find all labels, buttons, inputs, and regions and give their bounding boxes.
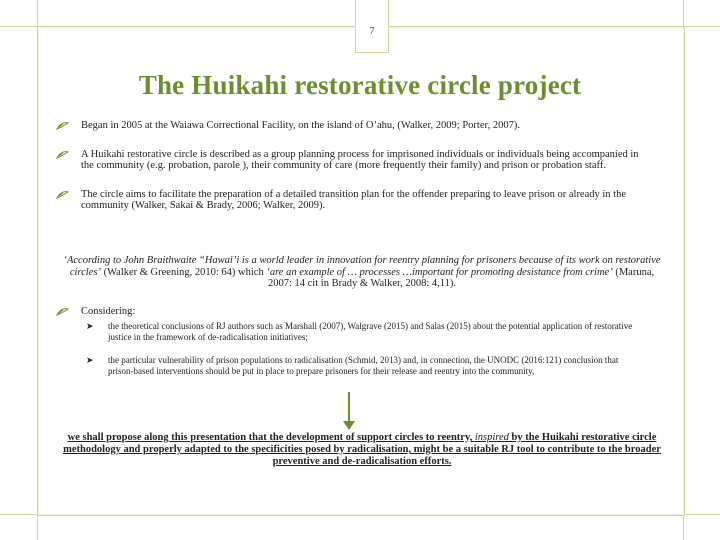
quote-part: ‘According to John Braithwaite “Hawai’i is a world leader in innovation for reentry planning for prisoners because of its work on restorative circles’: [63, 255, 661, 278]
quote-citation: (Walker & Greening, 2010: 64) which: [100, 266, 267, 278]
arrowhead-bullet-icon: ➤: [86, 321, 94, 331]
leaf-bullet-icon: [56, 150, 69, 160]
considering-sub-list: [86, 321, 646, 389]
bullet-item: [56, 120, 646, 132]
sub-list-item: [86, 355, 646, 376]
bullet-item: [56, 189, 646, 212]
conclusion-italic: inspired: [474, 432, 509, 443]
bullet-item: [56, 149, 646, 172]
down-arrow-shaft: [348, 392, 350, 424]
page-number-tab: [355, 0, 389, 53]
braithwaite-quote: [62, 255, 662, 290]
conclusion-part: by the Huikahi restorative circle methodology and properly adapted to the specificities posed by radicalisation, might be a suitable RJ tool to contribute to the broader preventive and de-radicalisation efforts.: [63, 432, 661, 467]
conclusion-statement: [62, 432, 662, 468]
leaf-bullet-icon: [56, 121, 69, 131]
page-number: 7: [369, 25, 375, 37]
quote-part: ‘are an example of … processes …important for promoting desistance from crime’: [266, 266, 613, 278]
considering-section: [56, 306, 656, 318]
considering-label: Considering:: [81, 306, 136, 317]
quote-citation: (Maruna, 2007: 14 cit in Brady & Walker, 2008: 4,11).: [267, 266, 655, 289]
bullet-text: The circle aims to facilitate the preparation of a detailed transition plan for the offender preparing to leave prison or already in the community (Walker, Sakai & Brady, 2006; Walker, 2009).: [81, 188, 627, 211]
sub-item-text: the theoretical conclusions of RJ authors such as Marshall (2007), Walgrave (2015) and Salas (2015) about the potential application of restorative justice in the framework of de-radicalisation initiatives;: [108, 321, 633, 342]
bullet-text: A Huikahi restorative circle is described as a group planning process for imprisoned individuals or individuals being accompanied in the community (e.g. probation, parole ), their community of care (more frequently their family) and prison or probation staff.: [81, 148, 639, 171]
bullet-item: [56, 306, 656, 318]
slide-title: The Huikahi restorative circle project: [138, 70, 582, 100]
bullet-list: [56, 120, 646, 229]
bullet-text: Began in 2005 at the Waiawa Correctional Facility, on the island of O’ahu, (Walker, 2009; Porter, 2007).: [81, 120, 520, 131]
leaf-bullet-icon: [56, 307, 69, 317]
leaf-bullet-icon: [56, 190, 69, 200]
sub-list-item: [86, 321, 646, 342]
down-arrow-icon: [343, 421, 355, 430]
sub-item-text: the particular vulnerability of prison populations to radicalisation (Schmid, 2013) and, in connection, the UNODC (2016:121) conclusion that prison-based interventions should be put in place to prepare prisoners for their release and reentry into the community,: [108, 355, 619, 376]
conclusion-part: we shall propose along this presentation that the development of support circles to reentry,: [67, 432, 475, 443]
arrowhead-bullet-icon: ➤: [86, 355, 94, 365]
